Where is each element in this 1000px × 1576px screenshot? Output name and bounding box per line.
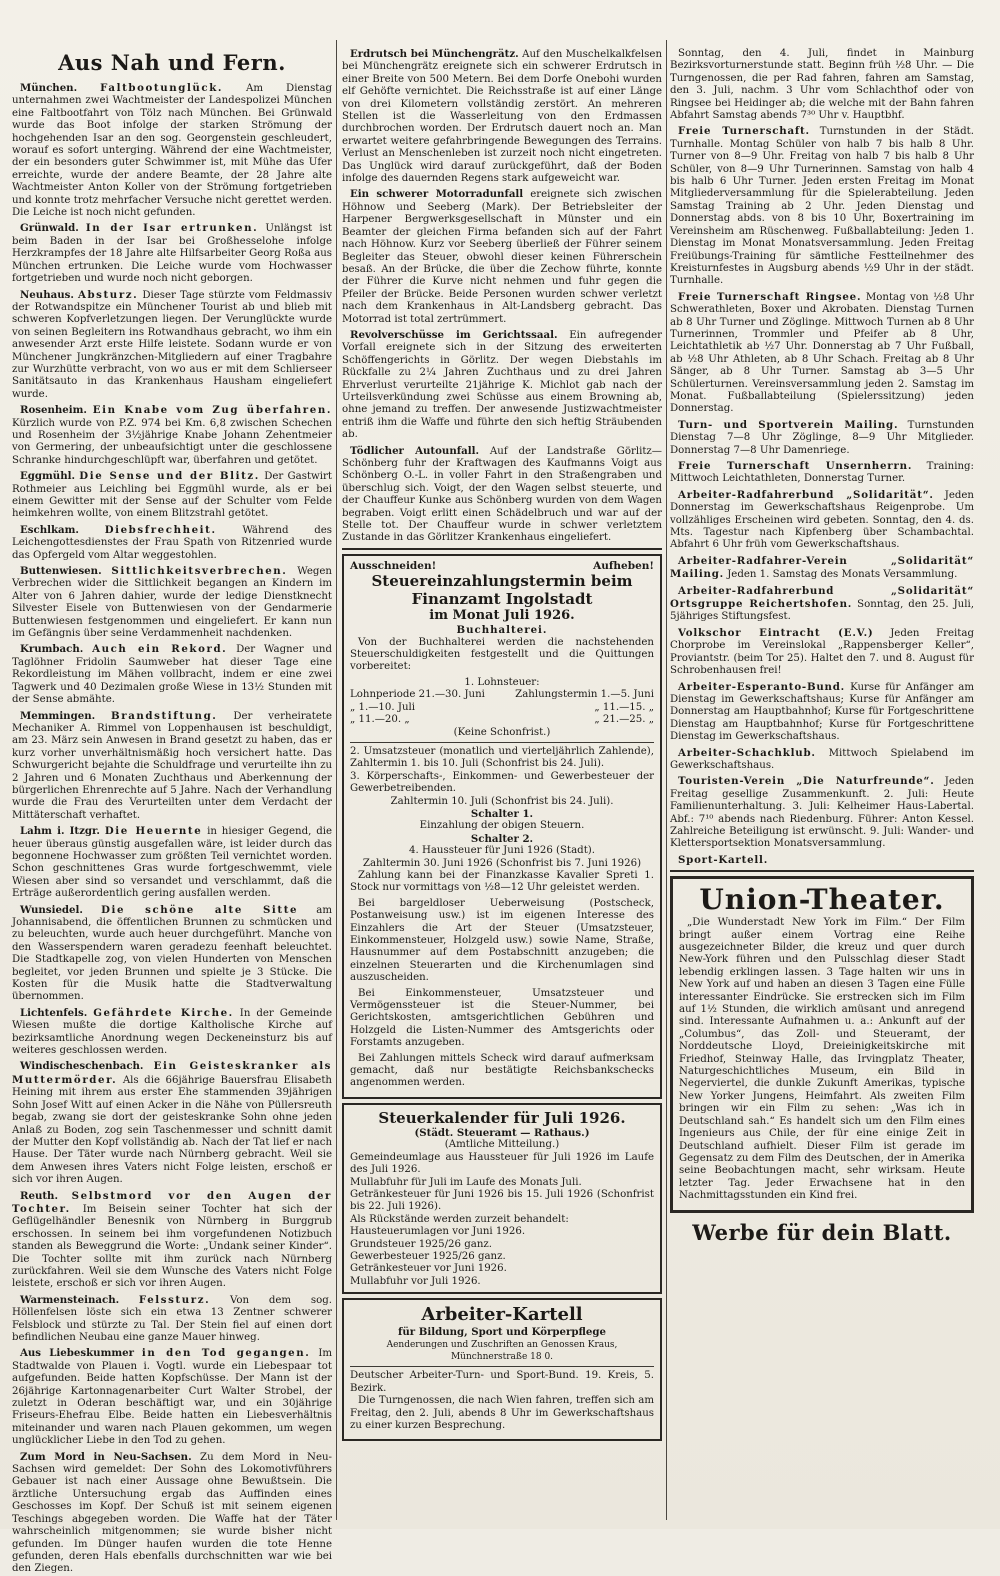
article-body: Im Stadtwalde von Plauen i. Vogtl. wurde ein Liebespaar tot aufgefunden. Beide hatten Kopfschüsse. Der Mann ist der 26jährige Kartonnagenarbeiter Curt Walter Strobel, der zuletzt in Oderan beschäftigt war, und ein 30jährige Friseurs-Ehefrau Elbe. Beide hatten ein Liebesverhältnis miteinander und waren nach Plauen gekommen, um wegen unglücklicher Liebe in den Tod zu gehen. (12, 1348, 332, 1447)
section-heading: Aus Nah und Fern. (58, 50, 286, 75)
article-body: Während des Leichengottesdienstes der Frau Spath von Ritzenried wurde das Opfergeld vom Altar weggestohlen. (12, 524, 332, 561)
tax-calendar-subtitle: (Städt. Steueramt — Rathaus.) (414, 1126, 590, 1139)
club-name: Sport-Kartell. (678, 853, 769, 866)
article-title: Ein schwerer Motorradunfall (350, 188, 524, 201)
club-text: Jeden 1. Samstag des Monats Versammlung. (727, 569, 958, 581)
article-place: Reuth. (20, 1189, 59, 1202)
keep-label: Aufheben! (593, 559, 654, 572)
news-article (12, 825, 332, 900)
club-name: Arbeiter-Esperanto-Bund. (678, 680, 846, 693)
article-title: Diebsfrechheit. (104, 523, 217, 536)
club-entry (670, 681, 974, 744)
article-title: Die Heuernte (104, 825, 203, 838)
article-place: Krumbach. (20, 643, 84, 656)
club-name: Freie Turnerschaft Ringsee. (678, 290, 862, 303)
club-name: Touristen-Verein „Die Naturfreunde“. (678, 775, 935, 788)
news-article (12, 565, 332, 640)
intro-paragraph: Sonntag, den 4. Juli, findet in Mainburg Bezirksvorturnerstunde statt. Beginn früh ½8 Uhr. — Die Turngenossen, die per Rad fahren, fahren am Samstag, den 3. Juli, nachm. 3 Uhr vom Schlachthof oder von Ringsee bei Heidinger ab; die welche mit der Bahn fahren Abfahrt Samstag abends 7³⁰ Uhr v. Hauptbhf. (670, 48, 974, 122)
news-article (12, 904, 332, 1004)
article-place: Neuhaus. (20, 288, 74, 301)
cut-out-label: Ausschneiden! (350, 559, 437, 572)
news-article (12, 1347, 332, 1447)
lohn-table (350, 689, 654, 726)
calendar-line: Gewerbesteuer 1925/26 ganz. (350, 1250, 506, 1262)
article-body: Auf den Muschelkalkfelsen bei Münchengrätz ereignete sich ein schwerer Erdrutsch in einer Breite von 500 Metern. Bei dem Dorfe Onebohi wurden elf Gehöfte vernichtet. Die Reichsstraße ist auf einer Länge von drei Kilometern vollständig zerstört. An mehreren Stellen ist die Wasserleitung von den Erdmassen durchbrochen worden. Der Erdrutsch dauert noch an. Man erwartet weitere gefahrbringende Bewegungen des Terrains. Verlust an Menschenleben ist zurzeit noch nicht eingetreten. Das Unglück wird darauf zurückgeführt, daß der Boden infolge des dauernden Regens stark aufgeweicht war. (342, 49, 663, 185)
article-body: Wegen Verbrechen wider die Sittlichkeit begangen an Kindern im Alter von 6 Jahren dahier, wurde der ledige Dienstknecht Silvester Eisele von Buttenwiesen von der Gendarmerie Buttenwiesen festgenommen und eingeliefert. Er kann nun im Gefängnis über seine Verdammenheit nachdenken. (12, 566, 332, 640)
club-entry (670, 627, 974, 678)
tax-calendar-list (350, 1152, 654, 1288)
article-body: Unlängst ist beim Baden in der Isar bei Großhesselohe infolge Herzkrampfes der 18 Jahre alte Hilfsarbeiter Georg Roßa aus München ertrunken. Die Leiche wurde vom Hochwasser fortgetrieben und wurde noch nicht geborgen. (12, 223, 332, 285)
news-article (342, 48, 662, 185)
article-place: Windischeschenbach. (20, 1060, 144, 1073)
divider (350, 1366, 654, 1367)
article-place: Memmingen. (20, 709, 96, 722)
divider (342, 548, 662, 550)
tax-dept: Buchhalterei. (456, 624, 548, 637)
article-place: Buttenwiesen. (20, 565, 102, 578)
tax-paragraph: Bei Zahlungen mittels Scheck wird darauf aufmerksam gemacht, daß nur bestätigte Reichsbankschecks angenommen werden. (350, 1052, 654, 1089)
tax-calendar-note: (Amtliche Mitteilung.) (444, 1139, 560, 1151)
news-article (12, 1007, 332, 1058)
kartell-box (342, 1298, 662, 1441)
news-article (12, 1451, 332, 1576)
article-title: Gefährdete Kirche. (93, 1006, 234, 1019)
club-entry (670, 747, 974, 773)
lohn-period: „ 1.—10. Juli (350, 701, 416, 713)
article-body: Zu dem Mord in Neu-Sachsen wird gemeldet: Der Sohn des Lokomotivführers Gebauer ist nach einer Aussage ohne Bewußtsein. Die ärztliche Untersuchung ergab das Auffinden eines Geschosses im Kopf. Der Schuß ist mit seinem eigenen Teschings abgegeben worden. Die Waffe hat der Täter wahrscheinlich mitgenommen; sie wurde bisher nicht gefunden. Im Dünger haufen wurden die tote Henne gefunden, deren Hals ebenfalls durchschnitten war wie bei den Ziegen. (12, 1451, 332, 1575)
article-body: Ein aufregender Vorfall ereignete sich in der Sitzung des erweiterten Schöffengerichts in Görlitz. Der wegen Diebstahls im Rückfalle zu 2¼ Jahren Zuchthaus und zu drei Jahren Ehrverlust verurteilte 21jährige K. Michlot gab nach der Urteilsverkündung zwei Schüsse aus einem Browning ab, ohne jemand zu treffen. Der anwesende Justizwachtmeister entriß ihm die Waffe und führte den sich heftig Sträubenden ab. (342, 329, 662, 441)
article-title: Die Sense und der Blitz. (79, 470, 260, 483)
kartell-text: Die Turngenossen, die nach Wien fahren, treffen sich am Freitag, den 2. Juli, abends 8 Uhr im Gewerkschaftshaus zu einer kurzen Besprechung. (350, 1395, 654, 1431)
article-place: Eschlkam. (20, 523, 79, 536)
column-1 (12, 48, 333, 1575)
article-title: Brandstiftung. (111, 709, 218, 722)
article-body: Dieser Tage stürzte vom Feldmassiv der Rotwandspitze ein Münchener Tourist ab und blieb mit schweren Kopfverletzungen liegen. Der Verunglückte wurde von seinen Begleitern ins Rotwandhaus gebracht, wo ihm ein anwesender Arzt erste Hilfe leistete. Sodann wurde er von Münchener Jungkränzchen-Mitgliedern auf einer Tragbahre zur Wurzhütte verbracht, von wo aus er mit dem Schlierseer Sanitätsauto in das Krankenhaus Hausham eingeliefert wurde. (12, 289, 332, 400)
lohn-due: „ 11.—15. „ (594, 701, 654, 713)
club-text: Jeden Freitag Chorprobe im Vereinslokal „Rappensberger Keller“, Proviantstr. (beim Tor 25). Haltet den 7. und 8. August für Schrobenhausen frei! (670, 627, 974, 677)
club-entry (670, 291, 974, 416)
article-title: Sittlichkeitsverbrechen. (111, 565, 288, 578)
news-article (342, 445, 662, 545)
article-body: Der Wagner und Taglöhner Fridolin Saumweber hat dieser Tage eine Rekordleistung im Mähen vollbracht, indem er eine zwei Tagwerk und 40 Dezimalen große Wiese in 13½ Stunden mit der Sense abmähte. (12, 644, 332, 706)
article-body: Von dem sog. Höllenfelsen löste sich ein etwa 13 Zentner schwerer Felsblock und stürzte zu Tal. Der Stein fiel auf einen dort befindlichen Neubau eine ganze Mauer hinweg. (12, 1294, 332, 1343)
tax-paragraph: Bei bargeldloser Ueberweisung (Postscheck, Postanweisung usw.) ist im eigenen Interesse des Einzahlers die Art der Steuer (Umsatzsteuer, Einkommensteuer, Holzgeld usw.) sowie Name, Straße, Hausnummer auf dem Postabschnitt anzugeben; die einzelnen Steuerarten und die Kirchenumlagen sind auszuscheiden. (350, 897, 654, 984)
article-place: Zum Mord in Neu-Sachsen. (20, 1450, 192, 1463)
schalter-2-heading: Schalter 2. (470, 832, 534, 845)
article-body: Am Dienstag unternahmen zwei Wachtmeister der Landespolizei München eine Faltbootfahrt von Tölz nach München. Bei Grünwald wurde das Boot infolge der starken Strömung der hochgehenden Isar an den sog. Georgenstein geschleudert, worauf es sofort unterging. Während der eine Wachtmeister, der ein besonders guter Schwimmer ist, mit Mühe das Ufer erreichte, wurde der andere Beamte, der 28 Jahre alte Wachtmeister Anton Koller von der Strömung fortgetrieben und konnte trotz mehrfacher Versuche nicht gerettet werden. Die Leiche ist noch nicht gefunden. (12, 83, 332, 219)
calendar-line: Getränkesteuer für Juni 1926 bis 15. Juli 1926 (Schonfrist bis 22. Juli 1926). (350, 1188, 654, 1213)
lohn-period: Lohnperiode 21.—30. Juni (350, 689, 485, 701)
article-body: Kürzlich wurde von P.Z. 974 bei Km. 6,8 zwischen Schechen und Rosenheim der 3½jährige Knabe Johann Zehentmeier von Germering, der unbeaufsichtigt unter die geschlossene Schranke hindurchgeschlüpft war, überfahren und getötet. (12, 417, 332, 466)
cut-out-row (350, 560, 654, 572)
union-theater-title: Union-Theater. (699, 883, 945, 917)
lohn-row (350, 689, 654, 701)
article-body: am Johannisabend, die öffentlichen Brunnen zu schmücken und zu beleuchten, wurde auch heuer durchgeführt. Manche von den Wasserspendern waren geradezu feenhaft beleuchtet. Die Stadtkapelle zog, von vielen Hunderten von Menschen begleitet, vor jeden Brunnen und spielte je 3 Stücke. Die Kosten für die Musik hatte die Stadtverwaltung übernommen. (12, 904, 332, 1003)
club-entry (670, 419, 974, 457)
club-entry (670, 489, 974, 552)
article-body: Im Beisein seiner Tochter hat sich der Geflügelhändler Benesnik von Nürnberg in Burggrub erschossen. In seinem bei ihm vorgefundenen Notizbuch standen als Beweggrund die Worte: „Undank seiner Kinder“. Die Tochter sollte mit ihm zurück nach Nürnberg zurückfahren. Weil sie dem Wunsche des Vaters nicht Folge leistete, erschoß er sich vor ihren Augen. (12, 1203, 332, 1290)
kartell-note: Aenderungen und Zuschriften an Genossen Kraus, Münchnerstraße 18 0. (386, 1339, 618, 1362)
tax-intro: Von der Buchhalterei werden die nachstehenden Steuerschuldigkeiten festgestellt und die Quittungen vorbereitet: (350, 636, 654, 673)
lohn-row (350, 714, 654, 726)
tax-calendar-box (342, 1103, 662, 1294)
tax-paragraph: Zahlung kann bei der Finanzkasse Kavalier Spreti 1. Stock nur vormittags von ½8—12 Uhr geleistet werden. (350, 869, 654, 894)
article-title: Faltbootunglück. (100, 82, 224, 94)
news-article (12, 404, 332, 467)
article-title: Auch ein Rekord. (92, 643, 228, 656)
article-title: Die schöne alte Sitte (101, 903, 299, 916)
umsatz-line: 2. Umsatzsteuer (monatlich und vierteljährlich Zahlende), Zahltermin 1. bis 10. Juli (Schonfrist bis 24. Juli). (350, 745, 654, 770)
article-body: ereignete sich zwischen Höhnow und Seeberg (Mark). Der Betriebsleiter der Harpener Bergwerksgesellschaft in Münster und ein Beamter der gleichen Firma befanden sich auf der Fahrt nach Höhnow. Kurz vor Seeberg überließ der Führer seinem Begleiter das Steuer, obwohl dieser keinen Führerschein besaß. An der Brücke, die über die Zechow führte, konnte der Führer die Kurve nicht nehmen und fuhr gegen die Pfeiler der Brücke. Beide Personen wurden schwer verletzt nach dem Krankenhaus in Alt-Landsberg gebracht. Das Motorrad ist total zertrümmert. (342, 189, 662, 325)
tax-paragraph: Bei Einkommensteuer, Umsatzsteuer und Vermögenssteuer ist die Steuer-Nummer, bei Gerichtskosten, amtsgerichtlichen Gebühren und Holzgeld die Listen-Nummer des Amtsgerichts oder Forstamts anzugeben. (350, 987, 654, 1049)
tax-notice-box (342, 554, 662, 1099)
divider (670, 870, 974, 872)
article-place: Eggmühl. (20, 470, 76, 483)
news-article (12, 524, 332, 562)
article-body: Der verheiratete Mechaniker A. Rimmel von Loppenhausen ist beschuldigt, am 23. März sein Anwesen in Brand gesetzt zu haben, das er kurz vorher unverhältnismäßig hoch versichert hatte. Das Schwurgericht bejahte die Schuldfrage und verurteilte ihn zu 2 Jahren und 6 Monaten Zuchthaus und Aberkennung der bürgerlichen Ehrenrechte auf 5 Jahre. Nach der Verhandlung wurde die Frau des Verurteilten unter dem Verdacht der Mittäterschaft verhaftet. (12, 710, 332, 821)
article-title: Selbstmord vor den Augen der Tochter. (12, 1189, 332, 1215)
calendar-line: Hausteuerumlagen vor Juni 1926. (350, 1226, 526, 1238)
article-place: Wunsiedel. (20, 903, 83, 916)
club-text: Kurse für Anfänger am Dienstag im Gewerkschaftshaus; Kurse für Anfänger am Donnerstag am Hauptbahnhof; Kurse für Fortgeschrittene Dienstag am Hauptbahnhof; Kurse für Fortgeschrittene Dienstag im Gewerkschaftshaus. (670, 681, 974, 743)
news-article (12, 289, 332, 402)
column-3 (670, 48, 974, 1518)
club-name: Arbeiter-Schachklub. (678, 746, 816, 759)
article-title: Ein Geisteskranker als Muttermörder. (12, 1060, 332, 1086)
kartell-title: Arbeiter-Kartell (421, 1304, 583, 1326)
calendar-line: Grundsteuer 1925/26 ganz. (350, 1238, 493, 1250)
article-body: Auf der Landstraße Görlitz—Schönberg fuhr der Kraftwagen des Kaufmanns Voigt aus Schönberg O.-L. in voller Fahrt in den Straßengraben und überschlug sich. Voigt, der den Wagen selbst steuerte, und der Chauffeur Kunke aus Schönberg wurden von dem Wagen begraben. Voigt erlitt einen Schädelbruch und war auf der Stelle tot. Der Chauffeur wurde in schwer verletztem Zustande in das Görlitzer Krankenhaus eingeliefert. (342, 445, 662, 544)
calendar-line: Getränkesteuer vor Juni 1926. (350, 1263, 507, 1275)
club-name: Freie Turnerschaft Unsernherrn. (678, 460, 913, 472)
column-rule-left (336, 40, 337, 1520)
lohn-note: (Keine Schonfrist.) (453, 726, 551, 738)
club-entry (670, 125, 974, 287)
union-theater-ad (670, 876, 974, 1212)
zahltermin-line: Zahltermin 10. Juli (Schonfrist bis 24. Juli). (390, 795, 614, 807)
schalter-1-text: Einzahlung der obigen Steuern. (419, 820, 585, 832)
lohn-heading: 1. Lohnsteuer: (464, 676, 540, 688)
news-articles-list (12, 82, 332, 1576)
tax-calendar-title: Steuerkalender für Juli 1926. (378, 1108, 626, 1127)
column-2-articles (342, 48, 662, 545)
lohn-period: „ 11.—20. „ (350, 714, 410, 726)
article-title: Felssturz. (138, 1293, 211, 1306)
calendar-line: Mullabfuhr für Juli im Laufe des Monats Juli. (350, 1176, 582, 1188)
article-title: Ein Knabe vom Zug überfahren. (92, 404, 332, 417)
union-theater-text: „Die Wunderstadt New York im Film.“ Der Film bringt außer einem Vortrag eine Reihe ausgezeichneter Bilder, die kreuz und quer durch New-York führen und den Pulsschlag dieser Stadt lebendig erklingen lassen. 3 Tage halten wir uns in New York auf und haben an diesen 3 Tagen eine Fülle interessanter Eindrücke. Sie erstrecken sich im Film auf 1½ Stunden, die wirklich amüsant und anregend sind. Interessante Aufnahmen u. a.: Ankunft auf der „Columbus“, das Zoll- und Steueramt, der Norddeutsche Lloyd, Dreieinigkeitskirche mit Friedhof, Steinway Halle, das Irvingplatz Theater, Naturgeschichtliches Museum, ein Bild in Negerviertel, die dunkle Zukunft Amerikas, typische New Yorker Jungens, Heimfahrt. Als zweiten Film bringen wir ein Film zu sehen: „Was ich in Deutschland sah.“ Es handelt sich um den Film eines Ingenieurs aus Chile, der für eine einige Zeit in Deutschland aufhielt. Dieser Film ist gerade im Gegensatz zu dem Film des Deutschen, der in Amerika seine Beobachtungen macht, sehr wirksam. Heute letzter Tag. Jeder Erwachsene hat in den Nachmittagsstunden ein Kind frei. (679, 917, 965, 1202)
club-name: Volkschor Eintracht (E.V.) (678, 626, 874, 639)
article-title: in den Tod gegangen. (141, 1347, 311, 1360)
news-article (12, 82, 332, 219)
club-entry (670, 555, 974, 582)
schalter-1-heading: Schalter 1. (470, 807, 534, 820)
column-rule-right (666, 40, 667, 1520)
club-name: Arbeiter-Radfahrerbund „Solidarität“ Ortsgruppe Reichertshofen. (670, 584, 974, 611)
news-article (342, 329, 662, 442)
article-body: Der Gastwirt Rothmeier aus Leichling bei Eggmühl wurde, als er bei einem Gewitter mit der Sense auf der Schulter vom Felde heimkehren wollte, von einem Blitzstrahl getötet. (12, 471, 332, 520)
article-title: In der Isar ertrunken. (85, 222, 259, 235)
news-article (12, 222, 332, 285)
club-entry (670, 775, 974, 850)
club-entry (670, 854, 974, 867)
lohn-due: „ 21.—25. „ (594, 714, 654, 726)
article-body: Als die 66jährige Bauersfrau Elisabeth Heining mit ihrem aus erster Ehe stammenden 39jährigen Sohn Josef Witt auf einen Acker in die Nähe von Püllersreuth begab, zwang sie dort der geisteskranke Sohn ohne jeden Anlaß zu Boden, zog sein Taschenmesser und schnitt damit der Mutter den Kopf vollständig ab. Nach der Tat lief er nach Hause. Der Täter wurde nach Nürnberg gebracht. Weil sie dem Anwesen ihres Vaters nicht Folge leisten, erschoß er sich vor ihren Augen. (12, 1074, 332, 1186)
club-text: Training: Mittwoch Leichtathleten, Donnerstag Turner. (670, 461, 974, 485)
club-text: Montag von ½8 Uhr Schwerathleten, Boxer und Akrobaten. Dienstag Turnen ab 8 Uhr Turner und Zöglinge. Mittwoch Turnen ab 8 Uhr Turnerinnen, Trommler und Pfeifer ab 8 Uhr, Leichtathletik ab ½7 Uhr. Donnerstag ab 7 Uhr Fußball, ab ½8 Uhr Athleten, ab 8 Uhr Schach. Freitag ab 8 Uhr Sänger, ab 8 Uhr Turner. Samstag ab 3—5 Uhr Schülerturnen. Vereinsversammlung jeden 2. Samstag im Monat. Fußballabteilung (Spielerssitzung) jeden Donnerstag. (670, 291, 974, 415)
club-name: Freie Turnerschaft. (678, 125, 810, 138)
article-title: Absturz. (77, 288, 139, 301)
club-entry (670, 585, 974, 624)
article-title: Tödlicher Autounfall. (350, 444, 480, 457)
kartell-org: Deutscher Arbeiter-Turn- und Sport-Bund. 19. Kreis, 5. Bezirk. (350, 1370, 654, 1394)
club-text: Mittwoch Spielabend im Gewerkschaftshaus. (670, 747, 974, 771)
news-article (12, 470, 332, 521)
schalter-2-date: Zahltermin 30. Juni 1926 (Schonfrist bis 7. Juni 1926) (362, 857, 642, 869)
schalter-2-text: 4. Haussteuer für Juni 1926 (Stadt). (408, 845, 595, 857)
article-place: Rosenheim. (20, 404, 87, 417)
club-text: Jeden Donnerstag im Gewerkschaftshaus Reigenprobe. Um vollzähliges Erscheinen wird gebeten. Sonntag, den 4. ds. Mts. Tagestur nach Kipfenberg über Schambachtal. Abfahrt 6 Uhr früh vom Gewerkschaftshaus. (670, 489, 974, 551)
lohn-row (350, 702, 654, 714)
news-article (12, 643, 332, 706)
tax-notice-subtitle: im Monat Juli 1926. (429, 608, 575, 624)
article-place: Lahm i. Itzgr. (20, 825, 100, 838)
club-listing (670, 125, 974, 867)
article-title: Erdrutsch bei Münchengrätz. (350, 48, 519, 60)
calendar-line: Als Rückstände werden zurzeit behandelt: (350, 1213, 569, 1225)
club-name: Turn- und Sportverein Mailing. (678, 418, 899, 431)
club-text: Jeden Freitag gesellige Zusammenkunft. 2. Juli: Heute Familienunterhaltung. 3. Juli: Kelheimer Haus-Labertal. Abf.: 7¹⁰ abends nach Riedenburg. Führer: Anton Kessel. Zahlreiche Beteiligung ist erwünscht. 9. Juli: Wander- und Klettersportsektion Monatsversammlung. (670, 776, 974, 850)
lohn-due: Zahlungstermin 1.—5. Juni (515, 689, 654, 701)
article-body: in hiesiger Gegend, die heuer überaus günstig ausgefallen wäre, ist leider durch das begonnene Hochwasser zum größten Teil vernichtet worden. Schon geschnittenes Gras wurde fortgeschwemmt, viele Wiesen aber sind so versandet und verschlammt, daß die Erträge außerordentlich gering ausfallen werden. (12, 826, 333, 900)
calendar-line: Gemeindeumlage aus Haussteuer für Juli 1926 im Laufe des Juli 1926. (350, 1151, 654, 1176)
kartell-subtitle: für Bildung, Sport und Körperpflege (398, 1326, 606, 1339)
koerper-line: 3. Körperschafts-, Einkommen- und Gewerbesteuer der Gewerbetreibenden. (350, 770, 654, 795)
club-text: Turnstunden Dienstag 7—8 Uhr Zöglinge, 8—9 Uhr Mitglieder. Donnerstag 7—8 Uhr Damenriege. (670, 419, 974, 456)
calendar-line: Mullabfuhr vor Juli 1926. (350, 1275, 481, 1287)
club-text: Sonntag, den 25. Juli, 5jähriges Stiftungsfest. (670, 599, 974, 623)
article-title: Revolverschüsse im Gerichtssaal. (350, 328, 558, 341)
article-place: Aus Liebeskummer (20, 1347, 134, 1360)
article-place: München. (20, 82, 78, 94)
article-place: Lichtenfels. (20, 1006, 88, 1019)
tax-notice-title: Steuereinzahlungstermin beim Finanzamt Ingolstadt (371, 572, 633, 609)
club-name: Arbeiter-Radfahrerbund „Solidarität“. (678, 488, 934, 501)
club-name: Arbeiter-Radfahrer-Verein „Solidarität“ Mailing. (670, 554, 974, 581)
article-place: Warmensteinach. (20, 1293, 120, 1306)
news-article (12, 710, 332, 823)
club-text: Turnstunden in der Städt. Turnhalle. Montag Schüler von halb 7 bis halb 8 Uhr. Turner von 8—9 Uhr. Freitag von halb 7 bis halb 8 Uhr Schüler, von 8—9 Uhr Turnerinnen. Samstag von halb 4 bis halb 6 Uhr Turner. Jeden ersten Freitag im Monat Mitgliederversammlung für die Spielerabteilung. Jeden Samstag Training ab 2 Uhr. Jeden Dienstag und Donnerstag abds. von 8 bis 10 Uhr, Boxertraining im Vereinsheim am Rüschenweg. Fußballabteilung: Jeden 1. Dienstag im Monat Monatsversammlung. Jeden Freitag Freiübungs-Training für sämtliche Festteilnehmer des Kreisturnfestes in Augsburg abends ½9 Uhr in der städt. Turnhalle. (670, 126, 974, 287)
news-article (12, 1294, 332, 1345)
werbe-slogan: Werbe für dein Blatt. (692, 1219, 952, 1245)
news-article (12, 1060, 332, 1186)
divider (350, 742, 654, 743)
news-article (12, 1190, 332, 1291)
article-body: In der Gemeinde Wiesen mußte die dortige Kaltholische Kirche auf bezirksamtliche Anordnung wegen Deckeneinsturz bis auf weiteres geschlossen werden. (12, 1007, 332, 1057)
column-2 (342, 48, 662, 1518)
article-place: Grünwald. (20, 222, 79, 235)
news-article (342, 188, 662, 325)
club-entry (670, 460, 974, 486)
